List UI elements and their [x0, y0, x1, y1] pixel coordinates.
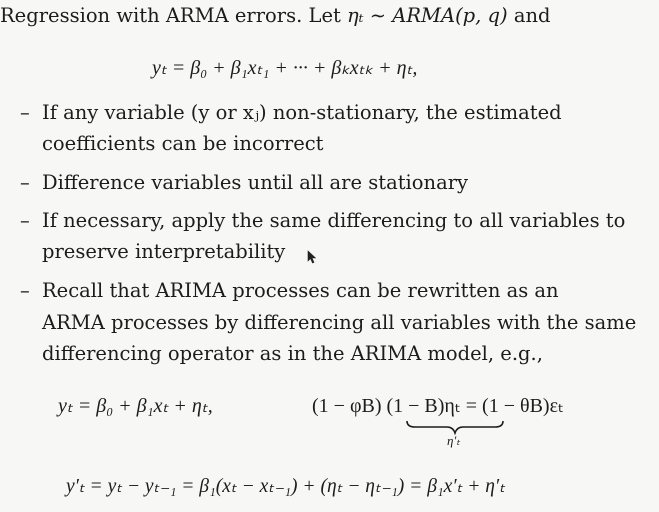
braced-term	[386, 393, 460, 418]
bullet-4-line-2: ARMA processes by differencing all variables with the same	[42, 311, 637, 334]
bullet-1-line-1: If any variable (y or xⱼ) non-stationary, the estimated	[42, 101, 562, 124]
differenced-equation: y′ₜ = yₜ − yₜ₋₁ = β₁(xₜ − xₜ₋₁) + (ηₜ − ηₜ₋₁) = β₁x′ₜ + η′ₜ	[66, 476, 505, 497]
mouse-cursor-icon	[307, 250, 317, 264]
braced-term-text: (1 − B)ηₜ	[386, 395, 461, 417]
bullet-1-cont: coefficients can be incorrect	[42, 132, 324, 155]
model-equation: yₜ = β₀ + β₁xₜ + ηₜ,	[58, 395, 213, 417]
intro-and: and	[513, 4, 551, 27]
bullet-marker: –	[20, 209, 30, 232]
bullet-1	[20, 101, 562, 124]
bullet-3	[20, 209, 625, 232]
bullet-4-line-3: differencing operator as in the ARIMA model, e.g.,	[42, 342, 543, 365]
regression-equation: yₜ = β₀ + β₁xₜ₁ + ··· + βₖxₜₖ + ηₜ,	[152, 57, 418, 79]
bullet-4-line-1: Recall that ARIMA processes can be rewritten as an	[42, 279, 559, 302]
arima-ma-side: = (1 − θB)εₜ	[465, 395, 564, 417]
bullet-marker: –	[20, 101, 30, 124]
arima-ar-factor: (1 − φB)	[312, 395, 382, 417]
intro-line	[0, 4, 551, 27]
bullet-marker: –	[20, 171, 30, 194]
intro-text: Regression with ARMA errors. Let	[0, 4, 341, 27]
bullet-3-line-1: If necessary, apply the same differencing to all variables to	[42, 209, 626, 232]
bullet-4	[20, 279, 559, 302]
bullet-3-cont: preserve interpretability	[42, 240, 286, 263]
bullet-2	[20, 171, 468, 194]
intro-eta-definition: ηₜ ∼ ARMA(p, q)	[347, 4, 508, 27]
arima-equation	[312, 393, 564, 418]
bullet-marker: –	[20, 279, 30, 302]
bullet-2-line-1: Difference variables until all are stationary	[42, 171, 469, 194]
underbrace-label: η′ₜ	[447, 433, 461, 448]
